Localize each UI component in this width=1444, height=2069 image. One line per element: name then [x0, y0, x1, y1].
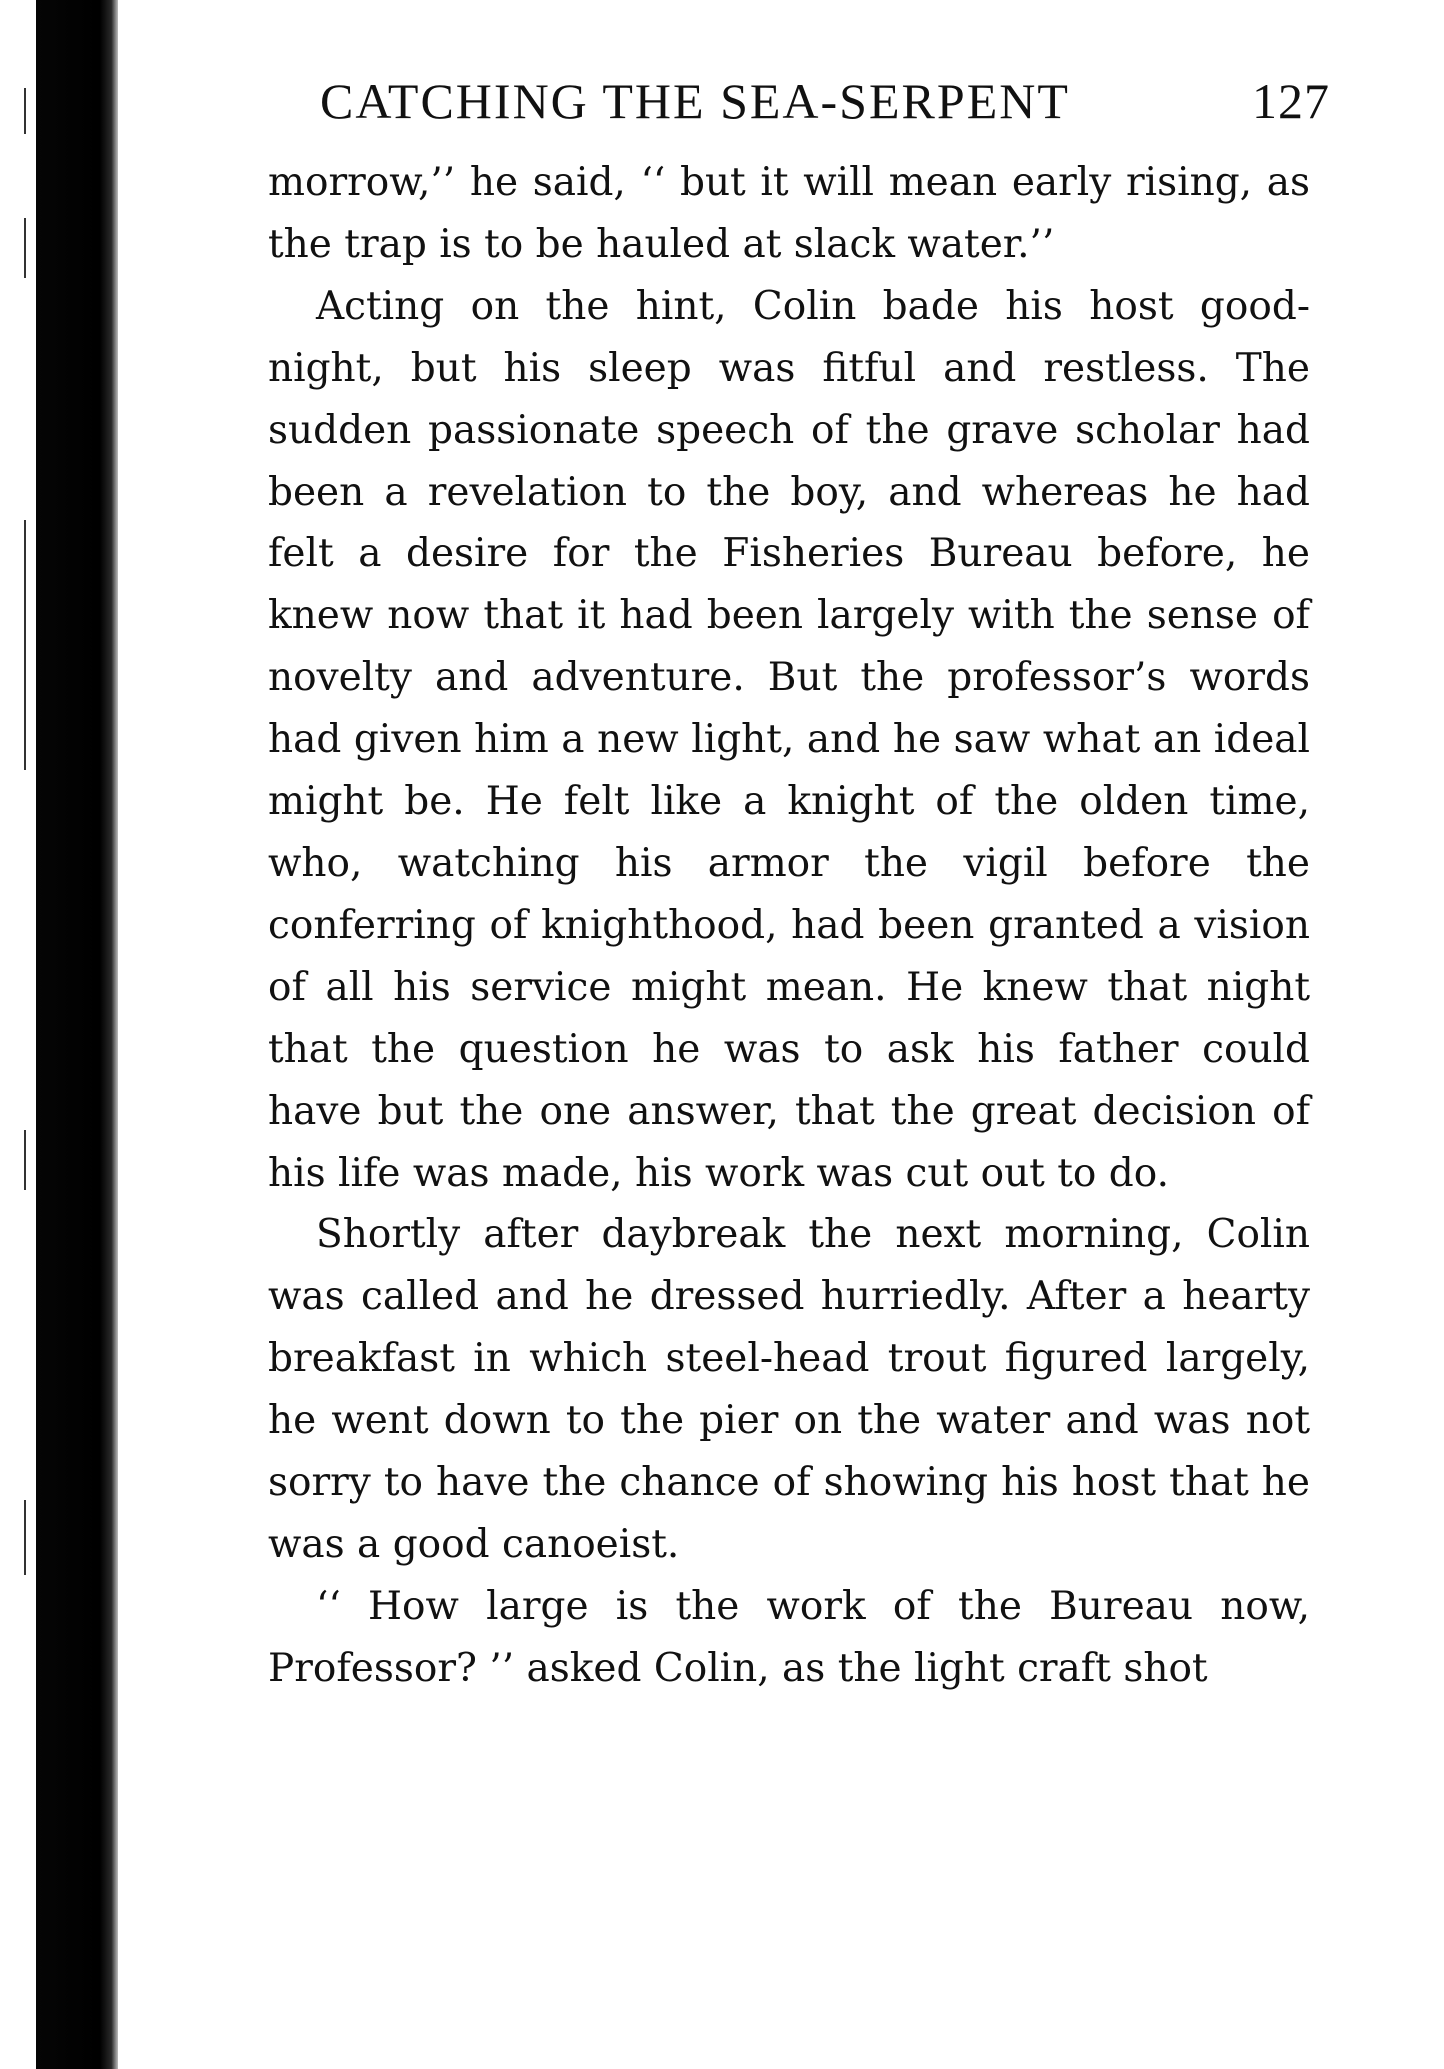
paragraph-colin-bade-goodnight: Acting on the hint, Colin bade his host good-night, but his sleep was fitful and restless. The sudden passionate speech of the grave scholar had been a revelation to the boy, and whereas he had felt a desire for the Fisheries Bureau before, he knew now that it had been largely with the sense of novelty and adventure. But the professor’s words had given him a new light, and he saw what an ideal might be. He felt like a knight of the olden time, who, watching his armor the vigil before the conferring of knighthood, had been granted a vision of all his service might mean. He knew that night that the question he was to ask his father could have but the one answer, that the great decision of his life was made, his work was cut out to do. [268, 283, 1310, 1196]
paragraph-continuation: morrow,’’ he said, ‘‘ but it will mean early rising, as the trap is to be hauled at slack water.’’ [268, 160, 1310, 267]
page-body [268, 152, 1310, 1700]
binding-shadow [36, 0, 118, 2069]
binding-edge-mark [24, 1500, 26, 1575]
running-title: CATCHING THE SEA-SERPENT [320, 73, 1070, 129]
binding-edge-mark [24, 1130, 26, 1190]
binding-edge-mark [24, 218, 26, 278]
paragraph-next-morning: Shortly after daybreak the next morning, Colin was called and he dressed hurriedly. After a hearty breakfast in which steel-head trout figured largely, he went down to the pier on the water and was not sorry to have the chance of showing his host that he was a good canoeist. [268, 1212, 1310, 1567]
binding-edge-mark [24, 88, 26, 134]
binding-edge-mark [24, 520, 26, 770]
paragraph-question-to-professor: ‘‘ How large is the work of the Bureau now, Professor? ’’ asked Colin, as the light craft shot [268, 1583, 1310, 1691]
page-header [320, 72, 1330, 132]
page-number: 127 [1252, 73, 1330, 129]
